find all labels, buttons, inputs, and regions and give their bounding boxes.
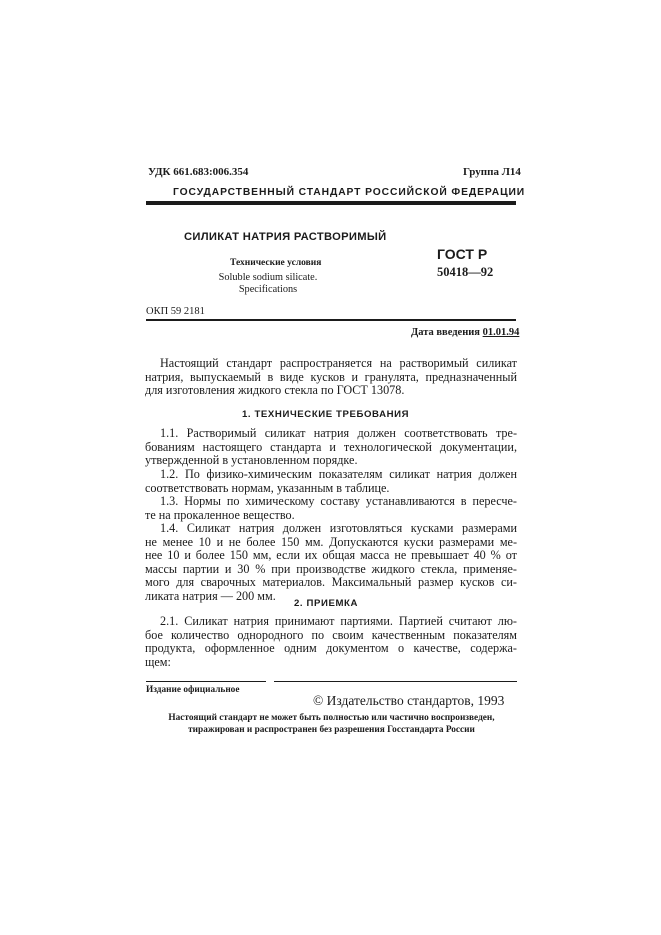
group-code: Группа Л14 (463, 166, 521, 178)
paragraph-line: нее 10 и более 150 мм, если их общая масса не превышает 40 % от (145, 548, 517, 562)
paragraph-line: ликата натрия — 200 мм. (145, 588, 276, 603)
udk-code: УДК 661.683:006.354 (148, 166, 249, 178)
clause-1-4 (145, 522, 517, 603)
reproduction-notice (146, 713, 517, 736)
paragraph-line: 1.3. Нормы по химическому составу устанавливаются в пересче- (160, 494, 517, 508)
paragraph-line: массы партии и 30 % при производстве жидкого стекла, применяе- (145, 561, 517, 576)
okp-code: ОКП 59 2181 (146, 306, 205, 317)
copyright-notice: © Издательство стандартов, 1993 (313, 693, 505, 708)
title-block-rule (146, 319, 516, 321)
paragraph-line: 2.1. Силикат натрия принимают партиями. Партией считают лю- (160, 614, 517, 628)
footer-right-rule (274, 681, 517, 682)
state-standard-heading: ГОСУДАРСТВЕННЫЙ СТАНДАРТ РОССИЙСКОЙ ФЕДЕРАЦИИ (173, 187, 526, 198)
paragraph-line: не менее 10 и не более 150 мм. Допускаются куски размерами ме- (145, 534, 517, 549)
header-thick-rule (146, 201, 516, 205)
gost-number: 50418—92 (437, 265, 494, 279)
notice-line: тиражирован и распространен без разрешения Госстандарта России (188, 724, 475, 735)
english-title (208, 272, 328, 296)
section-2-heading: 2. ПРИЕМКА (294, 598, 359, 609)
paragraph-line: соответствовать нормам, указанным в таблице. (145, 480, 390, 495)
paragraph-line: бое количество однородного по своим качественным показателям (145, 627, 517, 642)
notice-line: Настоящий стандарт не может быть полностью или частично воспроизведен, (168, 713, 495, 723)
clause-2-1 (145, 615, 517, 669)
clause-1-1 (145, 427, 517, 468)
section-1-heading: 1. ТЕХНИЧЕСКИЕ ТРЕБОВАНИЯ (242, 409, 410, 420)
effective-date-value: 01.01.94 (482, 327, 520, 338)
paragraph-line: бованиям настоящего стандарта и технологической документации, (145, 439, 517, 454)
official-edition: Издание официальное (146, 685, 240, 695)
document-subtitle: Технические условия (230, 258, 322, 268)
paragraph-line: для изготовления жидкого стекла по ГОСТ 13078. (145, 383, 405, 397)
document-title: СИЛИКАТ НАТРИЯ РАСТВОРИМЫЙ (184, 231, 387, 243)
paragraph-line: натрия, выпускаемый в виде кусков и гранулята, предназначенный (145, 369, 517, 384)
intro-paragraph (145, 357, 517, 398)
effective-date (411, 327, 519, 338)
paragraph-line: 1.2. По физико-химическим показателям силикат натрия должен (160, 467, 517, 481)
paragraph-line: щем: (145, 654, 171, 669)
paragraph-line: 1.4. Силикат натрия должен изготовляться кусками размерами (160, 521, 517, 535)
paragraph-line: мого для сварочных материалов. Максимальный размер кусков си- (145, 575, 517, 589)
english-title-line: Specifications (238, 284, 298, 295)
english-title-line: Soluble sodium silicate. (218, 272, 318, 283)
paragraph-line: 1.1. Растворимый силикат натрия должен соответствовать тре- (160, 426, 517, 440)
gost-label: ГОСТ Р (437, 246, 488, 262)
clause-1-2 (145, 468, 517, 495)
paragraph-line: те на прокаленное вещество. (145, 507, 295, 522)
footer-left-rule (146, 681, 266, 682)
clause-1-3 (145, 495, 517, 522)
effective-date-label: Дата введения (411, 327, 480, 338)
paragraph-line: Настоящий стандарт распространяется на растворимый силикат (160, 356, 517, 370)
paragraph-line: утвержденной в установленном порядке. (145, 453, 358, 467)
paragraph-line: продукта, оформленное одним документом о качестве, содержа- (145, 641, 517, 655)
